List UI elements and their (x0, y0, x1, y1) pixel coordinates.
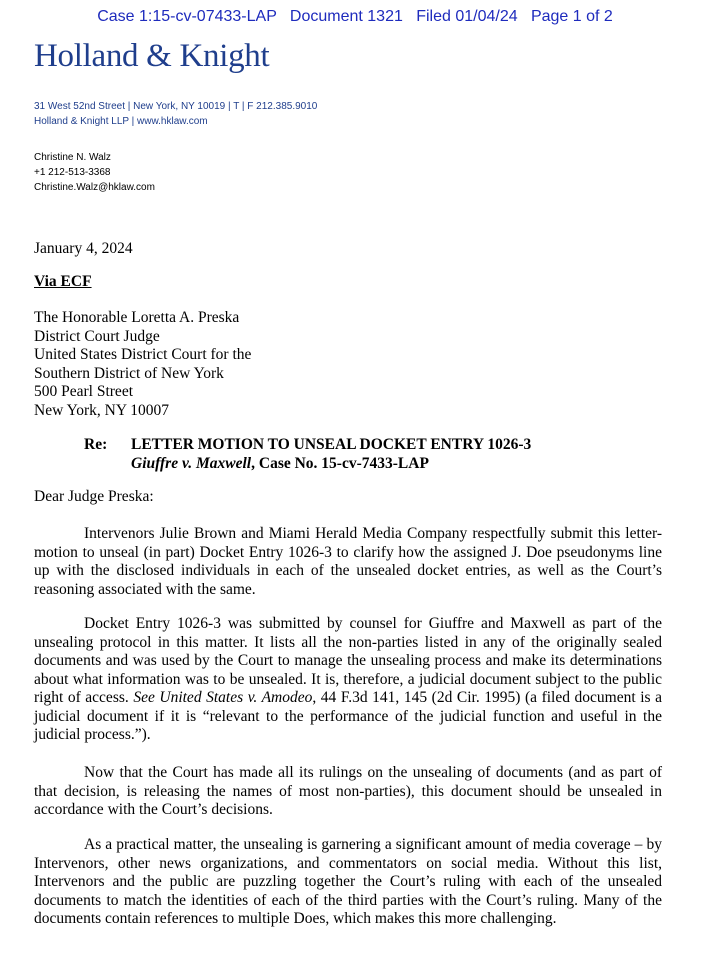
sender-email: Christine.Walz@hklaw.com (34, 182, 155, 193)
letter-date: January 4, 2024 (34, 240, 133, 257)
salutation: Dear Judge Preska: (34, 488, 154, 505)
body-paragraph-4: As a practical matter, the unsealing is garnering a significant amount of media coverage – by Intervenors, other news organizations, and commentators on social media. Without this list, Intervenors and the public are puzzling together the Court’s ruling with each of the unsealed documents to match the identities of each of the third parties with the Court’s ruling. Many of the documents contain references to multiple Does, which makes this more challenging. (34, 836, 662, 927)
firm-logo: Holland & Knight (34, 38, 270, 74)
firm-website-line: Holland & Knight LLP | www.hklaw.com (34, 116, 208, 127)
re-case-caption: Giuffre v. Maxwell (131, 454, 252, 472)
re-label: Re: (84, 436, 108, 453)
recipient-line: The Honorable Loretta A. Preska (34, 309, 240, 326)
body-paragraph-2 (34, 615, 662, 745)
re-case-number: , Case No. 15-cv-7433-LAP (251, 454, 429, 472)
recipient-line: 500 Pearl Street (34, 383, 134, 400)
sender-name: Christine N. Walz (34, 152, 111, 163)
recipient-address (34, 309, 251, 420)
firm-address-line: 31 West 52nd Street | New York, NY 10019 | T | F 212.385.9010 (34, 101, 318, 112)
recipient-line: New York, NY 10007 (34, 401, 170, 419)
recipient-line: District Court Judge (34, 327, 160, 345)
paragraph-text: , 44 F.3d 141, 145 (2d Cir. 1995) (a filed document is a judicial document if it is “relevant to the performance of the judicial function and useful in the judicial process.”). (34, 689, 662, 743)
sender-block (34, 150, 155, 195)
body-paragraph-3: Now that the Court has made all its rulings on the unsealing of documents (and as part of that decision, is releasing the names of most non-parties), this document should be unsealed in accordance with the Court’s decisions. (34, 764, 662, 818)
body-paragraph-1: Intervenors Julie Brown and Miami Herald Media Company respectfully submit this letter-motion to unseal (in part) Docket Entry 1026-3 to clarify how the assigned J. Doe pseudonyms line up with the disclosed individuals in each of the unsealed docket entries, as well as the Court’s reasoning associated with the same. (34, 525, 662, 598)
paragraph-text: Docket Entry 1026-3 was submitted by counsel for Giuffre and Maxwell as part of the unsealing protocol in this matter. It lists all the non-parties listed in any of the originally sealed documents and was used by the Court to manage the unsealing process and make its determinations about what information was to be unsealed. It is, therefore, a judicial document subject to the public right of access. (34, 615, 662, 706)
re-case-line (131, 455, 531, 474)
sender-phone: +1 212-513-3368 (34, 167, 111, 178)
delivery-method: Via ECF (34, 273, 92, 290)
recipient-line: United States District Court for the (34, 346, 252, 363)
re-subject: LETTER MOTION TO UNSEAL DOCKET ENTRY 1026-3 (131, 436, 532, 453)
court-filing-stamp: Case 1:15-cv-07433-LAP Document 1321 Filed 01/04/24 Page 1 of 2 (97, 8, 613, 25)
re-block (131, 436, 531, 473)
case-citation: See United States v. Amodeo (133, 689, 313, 706)
recipient-line: Southern District of New York (34, 364, 224, 382)
letterhead-contact (34, 99, 317, 129)
